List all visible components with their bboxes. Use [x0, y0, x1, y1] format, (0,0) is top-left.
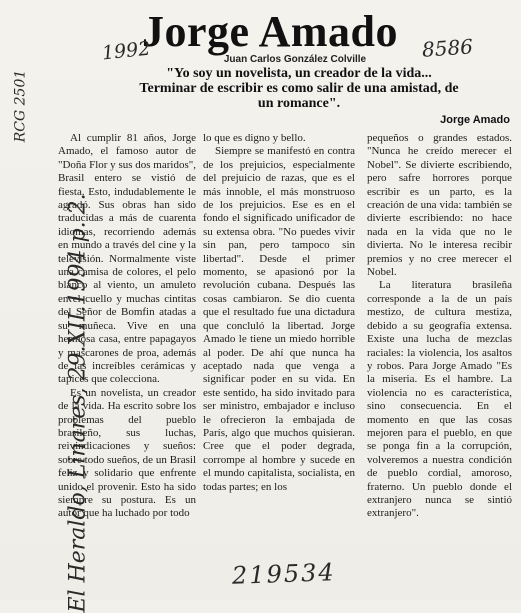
article-column-3 — [367, 132, 512, 521]
handwritten-code: RCG 2501 — [12, 69, 29, 143]
article-column-2 — [203, 132, 355, 494]
column-2-paragraph-2: Siempre se manifestó en contra de los prejuicios, especialmente del prejuicio de razas, que es el más innoble, el más monstruoso de los prejuicios. Ese es en el fondo el significado unificador de su extensa obra. "No puedes vivir sin pan, pero tampoco sin libertad". Desde el primer momento, se apasionó por la revolución cubana. Después las cosas cambiaron. Se dio cuenta que el resultado fue una dictadura que concluló la libertad. Jorge Amado le tiene un miedo horrible al poder. De ahí que nunca ha aceptado nada que venga a significar poder en su vida. En este sentido, ha sido invitado para ser ministro, embajador e incluso le ofrecieron la embajada de París, algo que muchos quisieran. Cree que el poder degrada, corrompe al hombre y sucede en el mundo capitalista, socialista, en todas partes; en los — [203, 145, 355, 493]
article-title: Jorge Amado — [141, 7, 399, 56]
handwritten-number: 219534 — [231, 558, 337, 590]
handwritten-source-note: El Heraldo, Linares, 29.XII.1994 p. 2. — [65, 193, 91, 613]
column-3-paragraph-2: La literatura brasileña corresponde a la de un país mestizo, de cultura mestiza, debido a su geografía extensa. Existe una lucha de mezclas raciales: la violencia, los asaltos y robos. Para Jorge Amado "Es la miseria. Es el hambre. La violencia no es característica, sino consecuencia. En el momento en que las cosas mejoren para el pueblo, en que se ponga fin a la corrupción, volveremos a nuestra condición de pueblo cordial, amoroso, fraterno. Un pueblo donde el extranjero nunca se sintió extranjero". — [367, 279, 512, 520]
handwritten-reference: 8586 — [421, 34, 474, 62]
handwritten-year: 1992 — [100, 37, 152, 65]
column-3-paragraph-1: pequeños o grandes estados. "Nunca he creído merecer el Nobel". Se divierte escribiendo, pero safre horrores porque escribir es un parto, es la creación de una vida: también se divierte escribiendo: no hace nada en la vida que no le divierta. No le interesa recibir premios y no cree merecer el Nobel. — [367, 132, 512, 279]
article-byline: Juan Carlos González Colville — [223, 54, 367, 65]
column-2-paragraph-1: lo que es digno y bello. — [203, 132, 306, 144]
column-1-paragraph-2: Es un novelista, un creador de la vida. Ha escrito sobre los problemas del pueblo brasileño, sus luchas, reivindicaciones y sueños: sobre todo sueños, de un Brasil feliz y solidario que enfrente unido el provenir. Esto ha sido siempre su postura. Es un autor que ha luchado por todo — [58, 386, 196, 520]
pull-quote-attribution: Jorge Amado — [440, 114, 510, 126]
column-1-paragraph-1: Al cumplir 81 años, Jorge Amado, el famoso autor de "Doña Flor y sus dos maridos", Brasil entero se vistió de fiesta. Esto, indudablemente le agradó. Sus obras han sido traducidas a más de cuarenta idiomas, recorriendo además en mundo a través del cine y la televisión. Normalmente viste una camisa de colores, el pelo blanco al viento, un amuleto en el cuello y muchas cintitas del Señor de Bomfin atadas a su muñeca. Vive en una hermosa casa, entre papagayos y mascarones de proa, además de las increíbles cerámicas y tapices que colecciona. — [58, 132, 196, 386]
pull-quote: "Yo soy un novelista, un creador de la vida... Terminar de escribir es como salir de una amistad, de un romance". — [139, 66, 459, 111]
